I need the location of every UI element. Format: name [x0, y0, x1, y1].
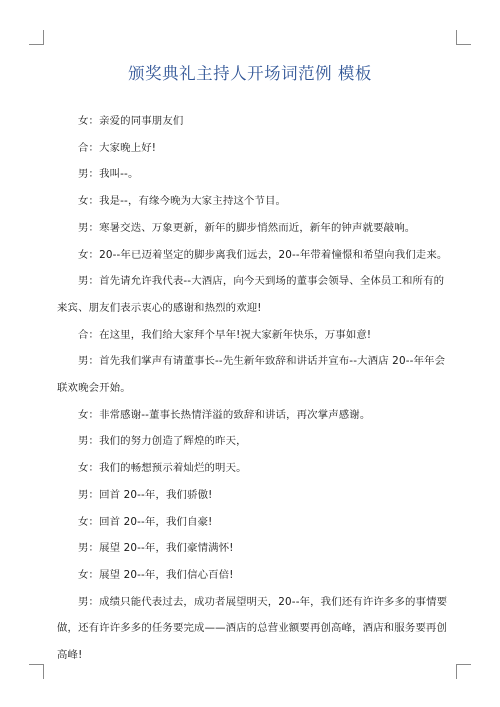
- paragraph: 女：展望 20--年，我们信心百倍!: [78, 568, 234, 581]
- paragraph: 女：回首 20--年，我们自豪!: [78, 515, 213, 528]
- document-body: [57, 108, 451, 669]
- paragraph: 女：非常感谢--董事长热情洋溢的致辞和讲话，再次掌声感谢。: [78, 408, 371, 421]
- paragraph: 男：我们的努力创造了辉煌的昨天，: [78, 435, 247, 448]
- paragraph: 男：首先我们掌声有请董事长--先生新年致辞和讲话并宣布--大酒店 20--年年会联欢晚会开始。: [57, 355, 446, 395]
- paragraph: 男：成绩只能代表过去，成功者展望明天，20--年，我们还有许许多多的事情要做，还有许许多多的任务要完成——酒店的总营业额要再创高峰，酒店和服务要再创高峰!: [57, 595, 448, 662]
- paragraph: 男：我叫--。: [78, 168, 139, 181]
- paragraph: 男：首先请允许我代表--大酒店，向今天到场的董事会领导、全体员工和所有的来宾、朋友们表示衷心的感谢和热烈的欢迎!: [57, 275, 445, 314]
- paragraph: 男：回首 20--年，我们骄傲!: [78, 488, 213, 501]
- crop-mark-top-left: [29, 30, 44, 45]
- paragraph: 合：大家晚上好!: [78, 141, 157, 154]
- crop-mark-top-right: [456, 30, 471, 45]
- paragraph: 男：展望 20--年，我们豪情满怀!: [78, 542, 234, 555]
- paragraph: 合：在这里，我们给大家拜个早年!祝大家新年快乐，万事如意!: [78, 328, 372, 341]
- document-title: 颁奖典礼主持人开场词范例 模板: [128, 64, 372, 83]
- paragraph: 男：寒暑交迭、万象更新，新年的脚步悄然而近，新年的钟声就要敲响。: [78, 221, 416, 234]
- paragraph: 女：我是--，有缘今晚为大家主持这个节目。: [78, 195, 287, 208]
- paragraph: 女：20--年已迈着坚定的脚步离我们远去，20--年带着憧憬和希望向我们走来。: [78, 248, 448, 261]
- paragraph: 女：亲爱的同事朋友们: [78, 115, 184, 127]
- crop-mark-bottom-left: [29, 664, 44, 679]
- crop-mark-bottom-right: [456, 664, 471, 679]
- paragraph: 女：我们的畅想预示着灿烂的明天。: [78, 462, 247, 475]
